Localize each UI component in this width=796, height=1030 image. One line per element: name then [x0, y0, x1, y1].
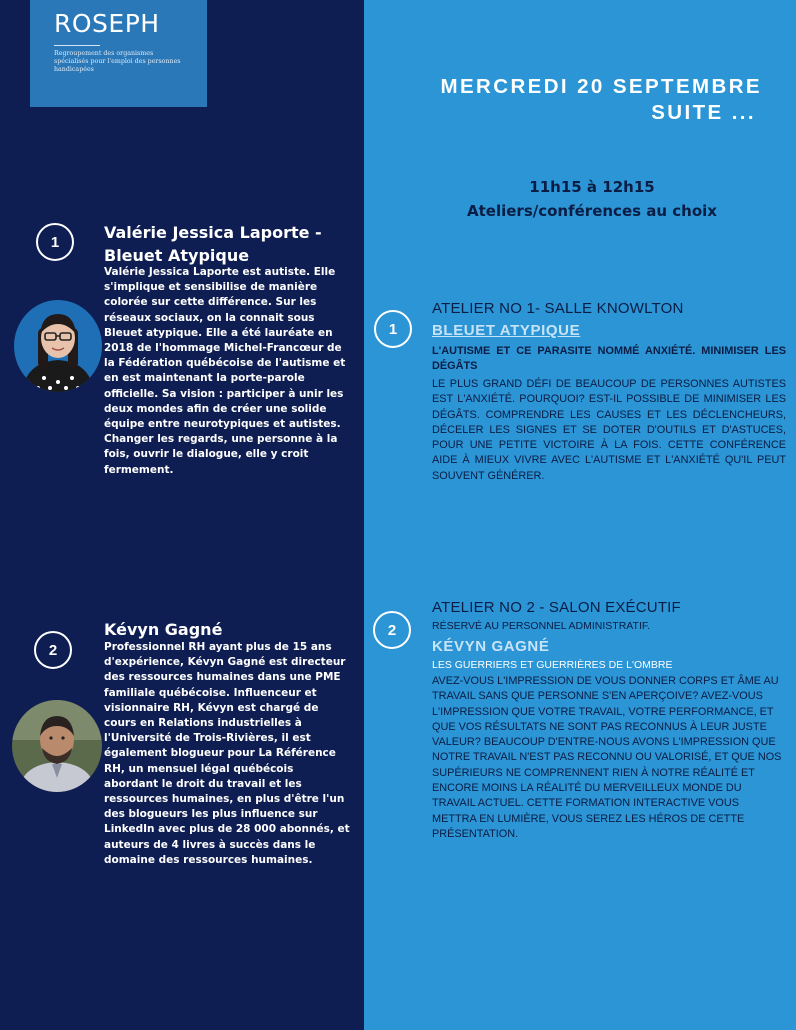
atelier-number-1: 1 [374, 310, 412, 348]
logo-tagline: Regroupement des organismes spécialisés pour l'emploi des personnes handicapées [54, 50, 181, 73]
atelier-description-1: LE PLUS GRAND DÉFI DE BEAUCOUP DE PERSONNES AUTISTES EST L'ANXIÉTÉ. POURQUOI? EST-IL POSSIBLE DE MINIMISER LES DÉGÂTS. COMPRENDRE LES CAUSES ET LES DÉCLENCHEURS, DÉCELER LES SIGNES ET SE DOTER D'OUTILS ET D'ASTUCES, POUR UNE PETITE VICTOIRE À LA FOIS. CETTE CONFÉRENCE AIDE À MIEUX VIVRE AVEC L'AUTISME ET L'ANXIÉTÉ QU'IL PEUT SOUVENT GÉNÉRER. [432, 378, 786, 482]
right-panel [364, 0, 796, 1030]
person-icon [12, 700, 102, 792]
atelier-title-2: ATELIER NO 2 - SALON EXÉCUTIF [432, 599, 681, 616]
speaker-photo-kevyn [12, 700, 102, 792]
person-icon [14, 300, 102, 392]
atelier-description-2: AVEZ-VOUS L'IMPRESSION DE VOUS DONNER CORPS ET ÂME AU TRAVAIL SANS QUE PERSONNE S'EN APERÇOIVE? AVEZ-VOUS L'IMPRESSION QUE VOTRE TRAVAIL, VOTRE PERFORMANCE, ET QUE VOS RÉSULTATS NE SONT PAS RECONNUS À LEUR JUSTE VALEUR? BEAUCOUP D'ENTRE-NOUS AVONS L'IMPRESSION QUE NOTRE TRAVAIL N'EST PAS RECONNU OU VALORISÉ, ET QUE NOS SUPÉRIEURS NE COMPRENNENT RIEN À NOTRE RÉALITÉ ET ENCORE MOINS LA RÉALITÉ DU MERVEILLEUX MONDE DU TRAVAIL ACTUEL. CETTE FORMATION INTERACTIVE VOUS METTRA EN LUMIÈRE, VOUS SEREZ LES HÉROS DE CETTE PRÉSENTATION. [432, 675, 782, 840]
atelier-speaker-2: KÉVYN GAGNÉ [432, 638, 550, 655]
date-continuation: SUITE ... [651, 101, 756, 124]
speaker-name-2: Kévyn Gagné [104, 620, 223, 639]
left-panel [0, 0, 364, 1030]
atelier-subtitle-2: LES GUERRIERS ET GUERRIÈRES DE L'OMBRE [432, 659, 673, 671]
speaker-photo-valerie [14, 300, 102, 392]
atelier-number-2: 2 [373, 611, 411, 649]
session-time-block [442, 175, 742, 223]
speaker-name-line: Bleuet Atypique [104, 246, 250, 265]
session-subtitle: Ateliers/conférences au choix [467, 202, 717, 220]
atelier-note-2: RÉSERVÉ AU PERSONNEL ADMINISTRATIF. [432, 620, 651, 632]
speaker-number-1: 1 [36, 223, 74, 261]
atelier-title-1: ATELIER NO 1- SALLE KNOWLTON [432, 300, 684, 317]
atelier-subtitle-1: L'AUTISME ET CE PARASITE NOMMÉ ANXIÉTÉ. MINIMISER LES DÉGÂTS [432, 345, 786, 373]
logo-divider [54, 45, 100, 46]
session-time: 11h15 à 12h15 [529, 178, 655, 196]
atelier-speaker-1: BLEUET ATYPIQUE [432, 322, 581, 339]
speaker-number-2: 2 [34, 631, 72, 669]
event-date-title [400, 74, 762, 126]
speaker-name-1 [104, 221, 322, 267]
date-line: MERCREDI 20 SEPTEMBRE [440, 75, 762, 98]
logo-name: ROSEPH [54, 9, 160, 38]
speaker-name-line: Valérie Jessica Laporte - [104, 223, 322, 242]
speaker-bio-2: Professionnel RH ayant plus de 15 ans d'expérience, Kévyn Gagné est directeur des ressources humaines dans une PME familiale québécoise. Influenceur et visionnaire RH, Kévyn est chargé de cours en Relations industrielles à l'Université de Trois-Rivières, il est également blogueur pour La Référence RH, un mensuel légal québécois abordant le droit du travail et les ressources humaines, en plus d'être l'un des blogueurs les plus influence sur LinkedIn avec plus de 28 000 abonnés, et auteurs de 4 livres à succès dans le domaine des ressources humaines. [104, 641, 350, 866]
roseph-logo [30, 0, 207, 107]
speaker-bio-1: Valérie Jessica Laporte est autiste. Elle s'implique et sensibilise de manière colorée sur cette différence. Sur les réseaux sociaux, on la connait sous Bleuet atypique. Elle a été lauréate en 2018 de l'hommage Michel-Francœur de la Fédération québécoise de l'autisme et en est maintenant la porte-parole officielle. Sa vision : participer à unir les deux mondes afin de créer une solide équipe entre neurotypiques et autistes. Changer les regards, une personne à la fois, ouvrir le dialogue, elle y croit fermement. [104, 266, 346, 476]
